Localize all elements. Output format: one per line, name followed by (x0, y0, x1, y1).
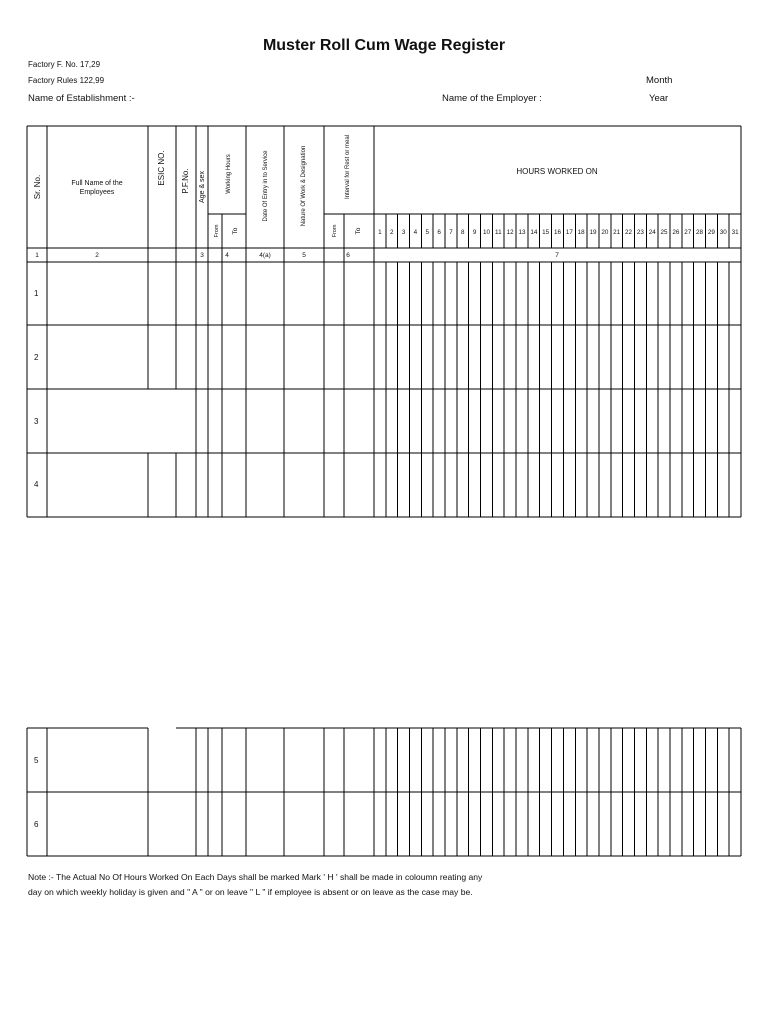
colnum-3: 3 (200, 252, 204, 259)
day-column-14: 14 (530, 229, 538, 236)
header-full-name-line2: Employees (79, 189, 115, 196)
row-number-3: 3 (34, 417, 39, 426)
day-column-25: 25 (660, 229, 668, 236)
year-label: Year (649, 93, 669, 104)
day-column-30: 30 (719, 229, 727, 236)
header-esic: ESIC NO. (157, 150, 166, 186)
note-line-2: day on which weekly holiday is given and " A " or on leave " L " if employee is absent or on leave as the case may be. (28, 887, 473, 897)
day-column-7: 7 (449, 229, 453, 236)
header-interval: Interval for Rest or meal (345, 134, 351, 200)
day-column-15: 15 (542, 229, 550, 236)
day-column-10: 10 (482, 229, 490, 236)
row-number-6: 6 (34, 820, 39, 829)
day-column-27: 27 (684, 229, 692, 236)
day-column-19: 19 (589, 229, 597, 236)
note (28, 870, 748, 900)
colnum-7: 7 (555, 252, 559, 259)
day-column-24: 24 (648, 229, 656, 236)
note-line-1: Note :- The Actual No Of Hours Worked On Each Days shall be marked Mark ' H ' shall be made in coloumn reating any (28, 872, 483, 882)
header-age-sex: Age & sex (199, 171, 206, 203)
day-column-31: 31 (731, 229, 739, 236)
colnum-2: 2 (95, 252, 99, 259)
day-column-28: 28 (696, 229, 704, 236)
day-column-22: 22 (625, 229, 633, 236)
day-column-23: 23 (636, 229, 644, 236)
month-label: Month (646, 75, 673, 86)
day-column-8: 8 (461, 229, 465, 236)
header-interval-to: To (355, 227, 362, 235)
header-working-hours: Working Hours (226, 154, 232, 194)
day-column-21: 21 (613, 229, 621, 236)
day-column-16: 16 (553, 229, 562, 236)
colnum-4a: 4(a) (259, 252, 271, 259)
colnum-5: 5 (302, 252, 306, 259)
header-pf: P.F.No. (181, 168, 190, 194)
row-number-1: 1 (34, 289, 39, 298)
employer-label: Name of the Employer : (442, 93, 542, 104)
day-column-26: 26 (672, 229, 680, 236)
day-column-9: 9 (472, 229, 477, 236)
day-column-3: 3 (401, 229, 406, 236)
day-column-18: 18 (577, 229, 585, 236)
day-column-6: 6 (437, 229, 441, 236)
colnum-6: 6 (346, 252, 350, 259)
header-date-entry: Date Of Entry in to Service (263, 150, 269, 222)
header-hours-worked-on: HOURS WORKED ON (516, 167, 598, 176)
day-column-4: 4 (413, 229, 418, 236)
day-column-1: 1 (378, 229, 382, 236)
header-working-from: From (214, 224, 220, 238)
factory-form-no: Factory F. No. 17,29 (28, 60, 101, 69)
row-number-4: 4 (34, 480, 39, 489)
page-title: Muster Roll Cum Wage Register (262, 37, 506, 54)
header-nature-work: Nature Of Work & Designation (301, 145, 307, 227)
factory-rules-no: Factory Rules 122,99 (28, 76, 105, 85)
header-working-to: To (232, 227, 239, 235)
day-column-2: 2 (390, 229, 394, 236)
day-column-5: 5 (425, 229, 430, 236)
header-full-name-line1: Full Name of the (71, 180, 123, 187)
row-number-2: 2 (34, 353, 39, 362)
day-column-11: 11 (495, 229, 502, 236)
day-column-20: 20 (601, 229, 609, 236)
day-column-29: 29 (707, 229, 715, 236)
day-column-13: 13 (518, 229, 526, 236)
row-number-5: 5 (34, 756, 39, 765)
day-column-12: 12 (506, 229, 514, 236)
establishment-label: Name of Establishment :- (28, 93, 135, 104)
colnum-4: 4 (225, 252, 229, 259)
day-column-17: 17 (565, 229, 573, 236)
header-sr-no: Sr. No. (33, 174, 42, 200)
header-interval-from: From (332, 224, 338, 238)
colnum-1: 1 (35, 252, 39, 259)
